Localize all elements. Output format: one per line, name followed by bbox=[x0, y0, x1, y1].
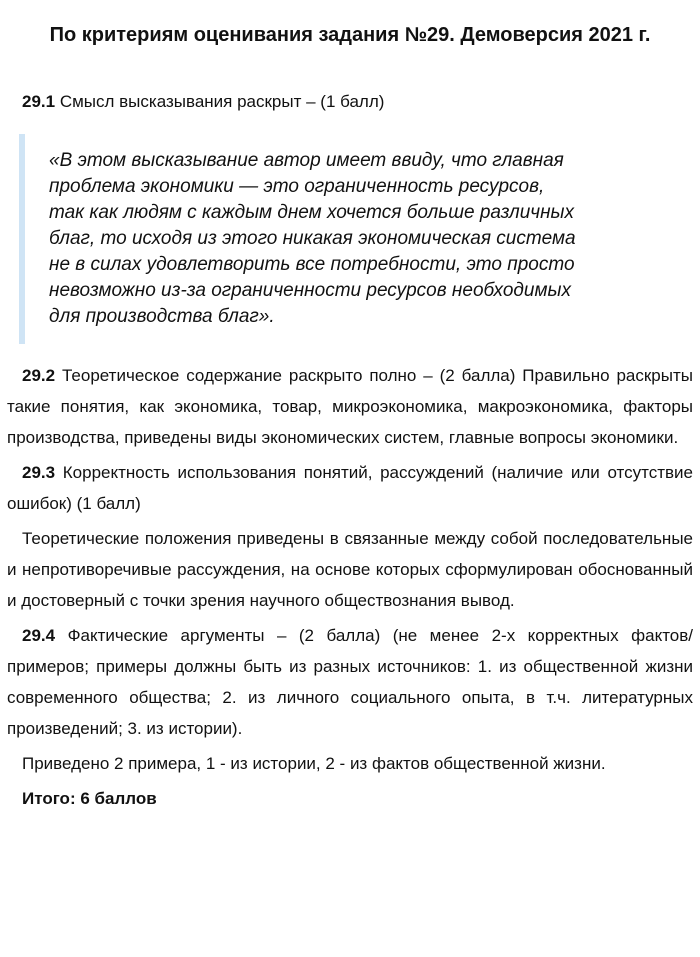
criterion-29-1 bbox=[7, 90, 693, 114]
total-score: Итого: 6 баллов bbox=[22, 789, 157, 808]
criterion-29-4-number: 29.4 bbox=[22, 626, 56, 645]
criterion-29-4-text: Фактические аргументы – (2 балла) (не менее 2-х корректных фактов/примеров; примеры должны быть из разных источников: 1. из общественной жизни современного общества; 2. из личного социального опыта, в т.ч. литературных произведений; 3. из истории). bbox=[7, 626, 693, 738]
criterion-29-3 bbox=[7, 457, 693, 519]
document-title: По критериям оценивания задания №29. Демоверсия 2021 г. bbox=[49, 24, 651, 46]
criterion-29-4-body: Приведено 2 примера, 1 - из истории, 2 - из фактов общественной жизни. bbox=[22, 754, 606, 773]
criterion-29-4 bbox=[7, 620, 693, 744]
criterion-29-2-text: Теоретическое содержание раскрыто полно – (2 балла) Правильно раскрыты такие понятия, как экономика, товар, микроэкономика, макроэкономика, факторы производства, приведены виды экономических систем, главные вопросы экономики. bbox=[7, 366, 693, 447]
criterion-29-2-number: 29.2 bbox=[22, 366, 56, 385]
quote-block: «В этом высказывание автор имеет ввиду, что главная проблема экономики — это ограниченность ресурсов, так как людям с каждым днем хочется больше различных благ, то исходя из этого никакая экономическая система не в силах удовлетворить все потребности, это просто невозможно из-за ограниченности ресурсов необходимых для производства благ». bbox=[19, 134, 619, 344]
criterion-29-3-number: 29.3 bbox=[22, 463, 56, 482]
criterion-29-1-number: 29.1 bbox=[22, 92, 56, 111]
criterion-29-2 bbox=[7, 360, 693, 453]
criterion-29-3-body: Теоретические положения приведены в связанные между собой последовательные и непротиворечивые рассуждения, на основе которых сформулирован обоснованный и достоверный с точки зрения научного обществознания вывод. bbox=[7, 529, 693, 610]
criterion-29-1-text: Смысл высказывания раскрыт – (1 балл) bbox=[55, 92, 385, 111]
criterion-29-3-text: Корректность использования понятий, рассуждений (наличие или отсутствие ошибок) (1 балл) bbox=[7, 463, 693, 513]
